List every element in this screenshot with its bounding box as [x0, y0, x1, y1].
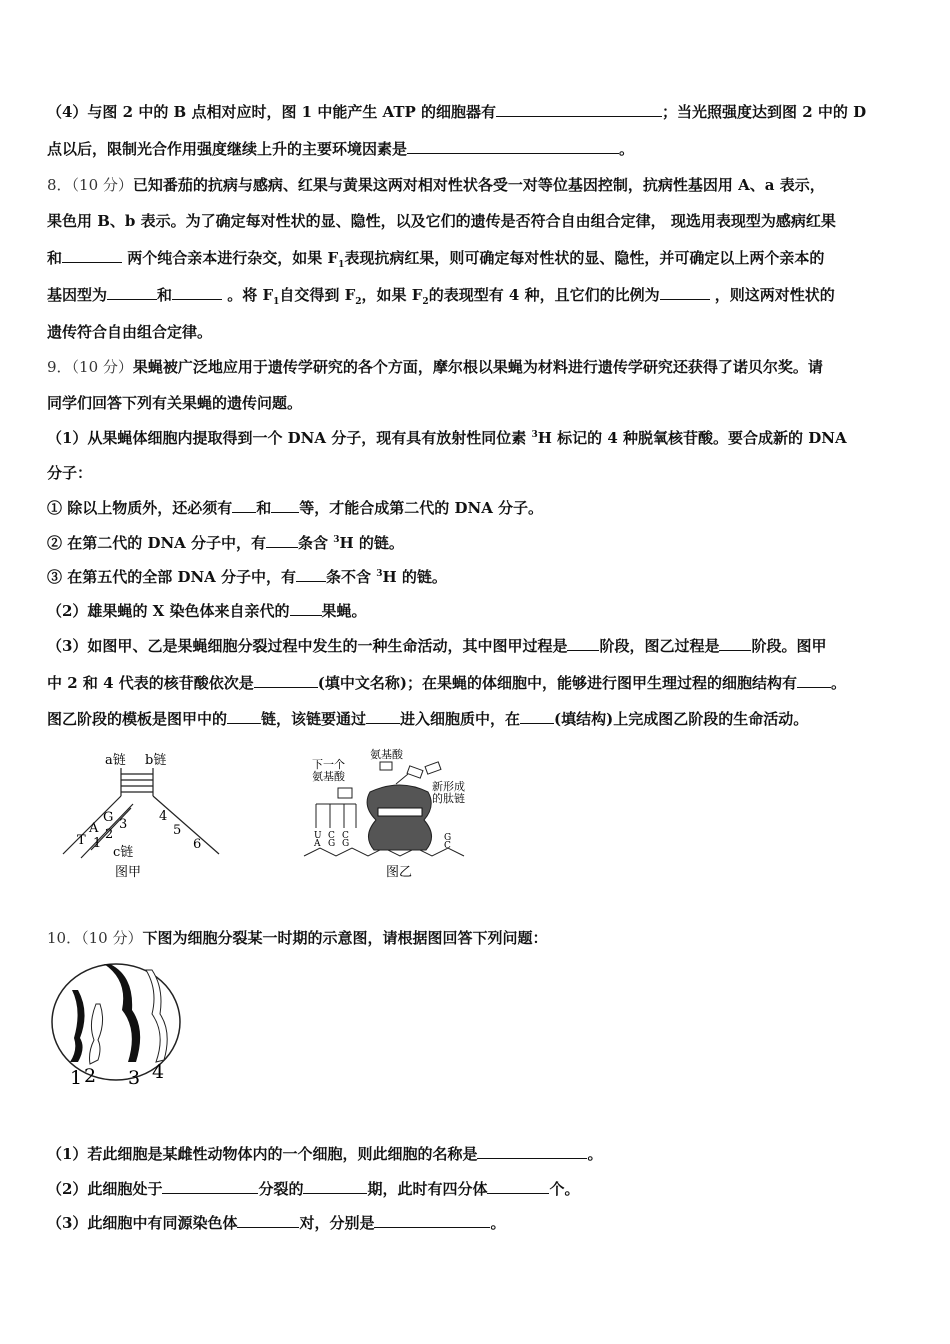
q9-line9: （3）如图甲、乙是果蝇细胞分裂过程中发生的一种生命活动，其中图甲过程是 阶段，图乙过程是 阶段。图甲 [47, 637, 827, 655]
q10-line4: （3）此细胞中有同源染色体 对，分别是 。 [47, 1214, 506, 1232]
q9-line8: （2）雄果蝇的 X 染色体来自亲代的 果蝇。 [47, 602, 367, 620]
blank[interactable] [162, 1179, 258, 1194]
blank[interactable] [232, 498, 256, 513]
caption-yi: 图乙 [386, 865, 413, 880]
blank[interactable] [237, 1213, 299, 1228]
blank[interactable] [254, 673, 318, 688]
figure-jia [55, 746, 235, 880]
label-next-aa-1: 下一个 [312, 758, 345, 771]
blank[interactable] [62, 248, 122, 263]
q9-line3: （1）从果蝇体细胞内提取得到一个 DNA 分子，现有具有放射性同位素 $^3$H 标记的 4 种脱氧核苷酸。要合成新的 DNA [47, 429, 847, 447]
q9-line6: ② 在第二代的 DNA 分子中，有 条含 $^3$H 的链。 [47, 534, 404, 552]
nt-3: 3 [119, 817, 128, 832]
q9-line5: ① 除以上物质外，还必须有 和 等，才能合成第二代的 DNA 分子。 [47, 499, 544, 517]
blank[interactable] [496, 102, 662, 117]
nt-G: G [103, 810, 114, 825]
blank[interactable] [290, 601, 322, 616]
q8-line2: 果色用 B、b 表示。为了确定每对性状的显、隐性，以及它们的遗传是否符合自由组合定律， 现选用表现型为感病红果 [47, 212, 836, 230]
blank[interactable] [266, 533, 298, 548]
blank[interactable] [407, 139, 619, 154]
figure-cell [48, 960, 188, 1086]
label-a-chain: a链 [105, 753, 126, 768]
blank[interactable] [227, 709, 261, 724]
nt-5: 5 [173, 823, 182, 838]
q9-line7: ③ 在第五代的全部 DNA 分子中，有 条不含 $^3$H 的链。 [47, 568, 447, 586]
blank[interactable] [366, 709, 400, 724]
chrom-label-4: 4 [152, 1061, 165, 1083]
blank[interactable] [303, 1179, 367, 1194]
q9-line10: 中 2 和 4 代表的核苷酸依次是 (填中文名称)；在果蝇的体细胞中，能够进行图甲生理过程的细胞结构有 。 [47, 674, 846, 692]
blank[interactable] [719, 636, 751, 651]
chrom-label-1: 1 [70, 1067, 83, 1086]
q8-line3: 和 两个纯合亲本进行杂交，如果 $F_1$表现抗病红果，则可确定每对性状的显、隐性，并可确定以上两个亲本的 [47, 249, 825, 270]
label-amino-acid: 氨基酸 [370, 748, 403, 761]
codon-G1: G [328, 839, 336, 849]
label-b-chain: b链 [145, 753, 167, 768]
q9-line4: 分子： [47, 464, 93, 482]
nt-T: T [77, 833, 86, 848]
codon-C1: C [328, 831, 335, 841]
codon-G2: G [342, 839, 350, 849]
blank[interactable] [296, 567, 326, 582]
q9-line1: 9．（10 分）果蝇被广泛地应用于遗传学研究的各个方面，摩尔根以果蝇为材料进行遗传学研究还获得了诺贝尔奖。请 [47, 358, 823, 376]
blank[interactable] [487, 1179, 549, 1194]
q10-line3: （2）此细胞处于 分裂的 期，此时有四分体 个。 [47, 1180, 580, 1198]
q9-line11: 图乙阶段的模板是图甲中的 链，该链要通过 进入细胞质中，在 (填结构)上完成图乙阶段的生命活动。 [47, 710, 809, 728]
ribosome [367, 785, 431, 850]
q4-line2: 点以后，限制光合作用强度继续上升的主要环境因素是 。 [47, 140, 635, 158]
label-new-peptide-1: 新形成 [432, 780, 465, 793]
q8-line1: 8．（10 分）已知番茄的抗病与感病、红果与黄果这两对相对性状各受一对等位基因控制，抗病性基因用 A、a 表示， [47, 176, 825, 194]
codon-U: U [314, 831, 322, 841]
q10-line1: 10．（10 分）下图为细胞分裂某一时期的示意图，请根据图回答下列问题： [47, 929, 548, 947]
nt-A: A [89, 821, 99, 836]
blank[interactable] [271, 498, 299, 513]
blank[interactable] [797, 673, 831, 688]
q8-line4: 基因型为 和 。将 $F_1$自交得到 $F_2$，如果 $F_2$的表现型有 4 种，且它们的比例为 ，则这两对性状的 [47, 286, 835, 307]
codon-G3: G [444, 833, 452, 843]
blank[interactable] [107, 285, 157, 300]
blank[interactable] [567, 636, 599, 651]
chrom-label-2: 2 [84, 1065, 97, 1086]
figure-yi [300, 744, 480, 884]
chrom-label-3: 3 [128, 1067, 141, 1086]
q8-line5: 遗传符合自由组合定律。 [47, 323, 213, 341]
label-new-peptide-2: 的肽链 [432, 792, 465, 805]
caption-jia: 图甲 [115, 865, 142, 880]
nt-6: 6 [193, 837, 202, 852]
nt-1: 1 [93, 836, 102, 851]
codon-C3: C [444, 841, 451, 851]
q10-line2: （1）若此细胞是某雌性动物体内的一个细胞，则此细胞的名称是 。 [47, 1145, 603, 1163]
blank[interactable] [520, 709, 554, 724]
q4-line1: （4）与图 2 中的 B 点相对应时，图 1 中能产生 ATP 的细胞器有 ；当光照强度达到图 2 中的 D [47, 103, 867, 121]
blank[interactable] [477, 1144, 587, 1159]
blank[interactable] [172, 285, 222, 300]
nt-2: 2 [105, 827, 114, 842]
nt-4: 4 [159, 809, 168, 824]
label-c-chain: c链 [113, 845, 134, 860]
blank[interactable] [660, 285, 710, 300]
label-next-aa-2: 氨基酸 [312, 770, 345, 783]
codon-A: A [314, 839, 321, 849]
blank[interactable] [374, 1213, 490, 1228]
q9-line2: 同学们回答下列有关果蝇的遗传问题。 [47, 394, 303, 412]
codon-C2: C [342, 831, 349, 841]
